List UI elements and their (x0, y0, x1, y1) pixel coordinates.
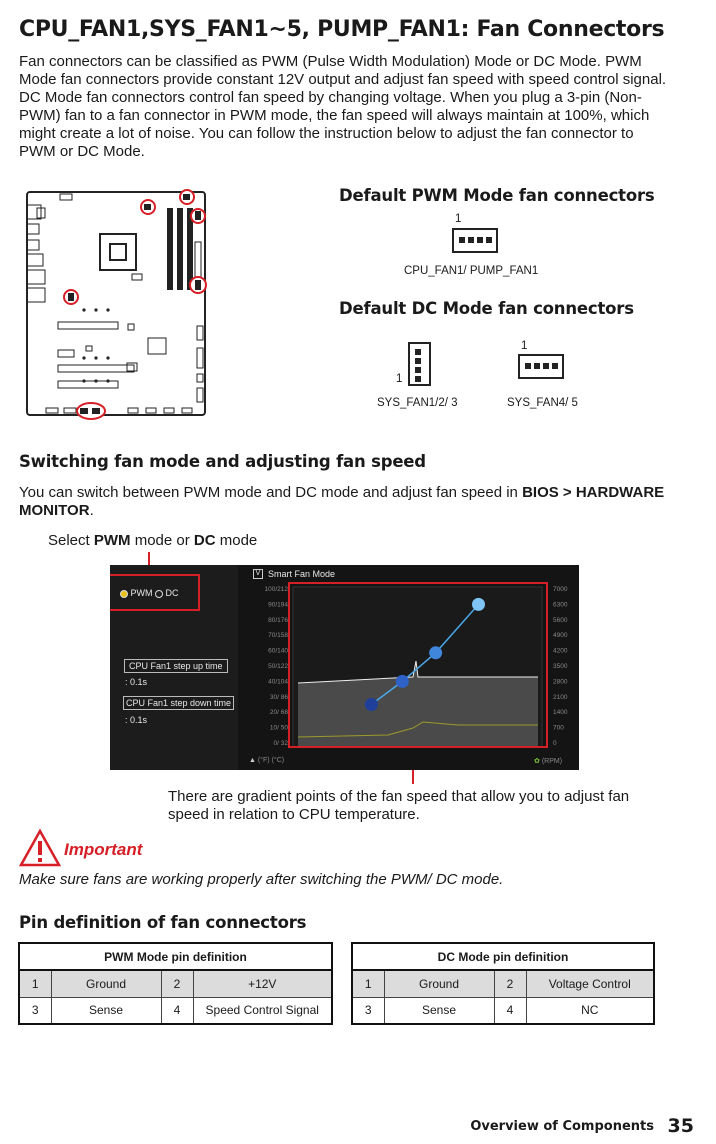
temp-tick-label: 100/212 (264, 586, 288, 593)
pwm-4pin-connector-icon (452, 228, 498, 253)
temp-units: ▲ (°F) (°C) (249, 757, 285, 764)
pwm-pin-table (18, 942, 333, 1025)
callout-line-curve (412, 770, 414, 784)
pwm-table-title: PWM Mode pin definition (19, 943, 332, 970)
motherboard-diagram (24, 188, 210, 420)
table-row (352, 997, 654, 1024)
switching-paragraph (19, 484, 669, 520)
temp-tick-label: 50/122 (268, 663, 288, 670)
switching-text-end: . (89, 502, 94, 519)
default-pwm-heading: Default PWM Mode fan connectors (339, 186, 655, 205)
rpm-tick-label: 700 (553, 724, 564, 732)
dc-left-caption: SYS_FAN1/2/ 3 (377, 397, 458, 409)
select-mode-caption (48, 532, 257, 550)
rpm-units: ✿ (RPM) (534, 758, 563, 765)
fan-icon: ✿ (534, 758, 540, 765)
table-cell: 4 (494, 997, 526, 1024)
table-cell: 3 (19, 997, 51, 1024)
rpm-tick-label: 2800 (553, 678, 568, 686)
table-cell: Voltage Control (526, 970, 654, 997)
temp-tick-label: 0/ 32 (273, 740, 288, 747)
intro-paragraph: Fan connectors can be classified as PWM (Pulse Width Modulation) Mode or DC Mode. PWM Mode fan connectors provide constant 12V output and adjust fan speed with speed control signal. DC Mode fan connectors control fan speed by changing voltage. When you plug a 3-pin (Non-PWM) fan to a fan connector in PWM mode, the fan speed will always maintain at 100%, which might create a lot of noise. You can follow the instruction below to adjust the fan connector to PWM or DC Mode. (19, 53, 667, 160)
page-title: CPU_FAN1,SYS_FAN1~5, PUMP_FAN1: Fan Connectors (19, 17, 665, 42)
important-label: Important (64, 840, 143, 859)
step-up-value[interactable]: : 0.1s (125, 677, 148, 687)
rpm-tick-label: 6300 (553, 601, 568, 609)
dc-right-caption: SYS_FAN4/ 5 (507, 397, 578, 409)
pwm-pin1-label: 1 (455, 213, 462, 225)
select-suffix: mode (215, 532, 258, 549)
table-cell: Speed Control Signal (193, 997, 332, 1024)
temp-tick-label: 40/104 (268, 678, 288, 686)
table-cell: NC (526, 997, 654, 1024)
dc-pin-table (351, 942, 655, 1025)
switching-heading: Switching fan mode and adjusting fan speed (19, 452, 426, 471)
important-text: Make sure fans are working properly after switching the PWM/ DC mode. (19, 871, 504, 888)
page-number: 35 (667, 1115, 694, 1137)
dc-radio-label[interactable]: DC (165, 588, 179, 598)
step-down-value[interactable]: : 0.1s (125, 715, 148, 725)
pwm-radio-label[interactable]: PWM (130, 588, 153, 598)
dc-right-pin1-label: 1 (521, 340, 528, 352)
temp-tick-label: 20/ 68 (269, 709, 288, 717)
pin-definition-heading: Pin definition of fan connectors (19, 913, 307, 932)
default-dc-heading: Default DC Mode fan connectors (339, 299, 634, 318)
table-cell: 4 (161, 997, 193, 1024)
footer-section-title: Overview of Components (470, 1119, 654, 1134)
temp-tick-label: 10/ 50 (269, 724, 288, 732)
rpm-tick-label: 7000 (553, 586, 568, 593)
warning-icon (19, 829, 61, 867)
table-cell: Sense (384, 997, 494, 1024)
gradient-caption: There are gradient points of the fan speed that allow you to adjust fan speed in relation to CPU temperature. (168, 788, 630, 823)
smart-fan-checkbox[interactable]: V (253, 569, 263, 579)
bios-screenshot (110, 565, 579, 770)
temp-tick-label: 90/194 (268, 601, 288, 609)
dc-table-title: DC Mode pin definition (352, 943, 654, 970)
temp-tick-label: 80/176 (268, 616, 288, 624)
table-cell: 3 (352, 997, 384, 1024)
switching-text: You can switch between PWM mode and DC mode and adjust fan speed in (19, 484, 523, 501)
table-cell: 1 (352, 970, 384, 997)
temp-tick-label: 70/158 (268, 632, 288, 640)
step-down-label[interactable]: CPU Fan1 step down time (123, 696, 234, 710)
select-middle: mode or (130, 532, 194, 549)
table-cell: Sense (51, 997, 161, 1024)
select-pwm-text: PWM (93, 532, 131, 549)
rpm-tick-label: 0 (553, 740, 557, 747)
temp-tick-label: 30/ 86 (269, 693, 288, 701)
table-row (19, 997, 332, 1024)
table-row (352, 970, 654, 997)
table-cell: 2 (494, 970, 526, 997)
table-cell: 1 (19, 970, 51, 997)
rpm-tick-label: 2100 (553, 693, 568, 701)
pwm-caption: CPU_FAN1/ PUMP_FAN1 (404, 265, 539, 277)
smart-fan-label: Smart Fan Mode (268, 569, 336, 579)
temp-tick-label: 60/140 (268, 647, 288, 655)
rpm-tick-label: 3500 (553, 663, 568, 670)
rpm-tick-label: 4200 (553, 647, 568, 655)
select-dc-text: DC (193, 532, 216, 549)
table-cell: Ground (384, 970, 494, 997)
bios-path-text: BIOS > HARDWARE MONITOR (19, 484, 665, 519)
rpm-tick-label: 1400 (553, 709, 568, 717)
rpm-tick-label: 5600 (553, 616, 568, 624)
step-up-label[interactable]: CPU Fan1 step up time (124, 659, 228, 673)
curve-highlight-box (288, 582, 548, 748)
table-cell: Ground (51, 970, 161, 997)
table-row (19, 970, 332, 997)
select-prefix: Select (48, 532, 94, 549)
dc-left-pin1-label: 1 (396, 373, 403, 385)
table-cell: 2 (161, 970, 193, 997)
dc-4pin-connector-icon (518, 354, 564, 379)
rpm-tick-label: 4900 (553, 632, 568, 640)
dc-vertical-connector-icon (408, 342, 431, 386)
table-cell: +12V (193, 970, 332, 997)
mode-highlight-box (110, 574, 200, 611)
